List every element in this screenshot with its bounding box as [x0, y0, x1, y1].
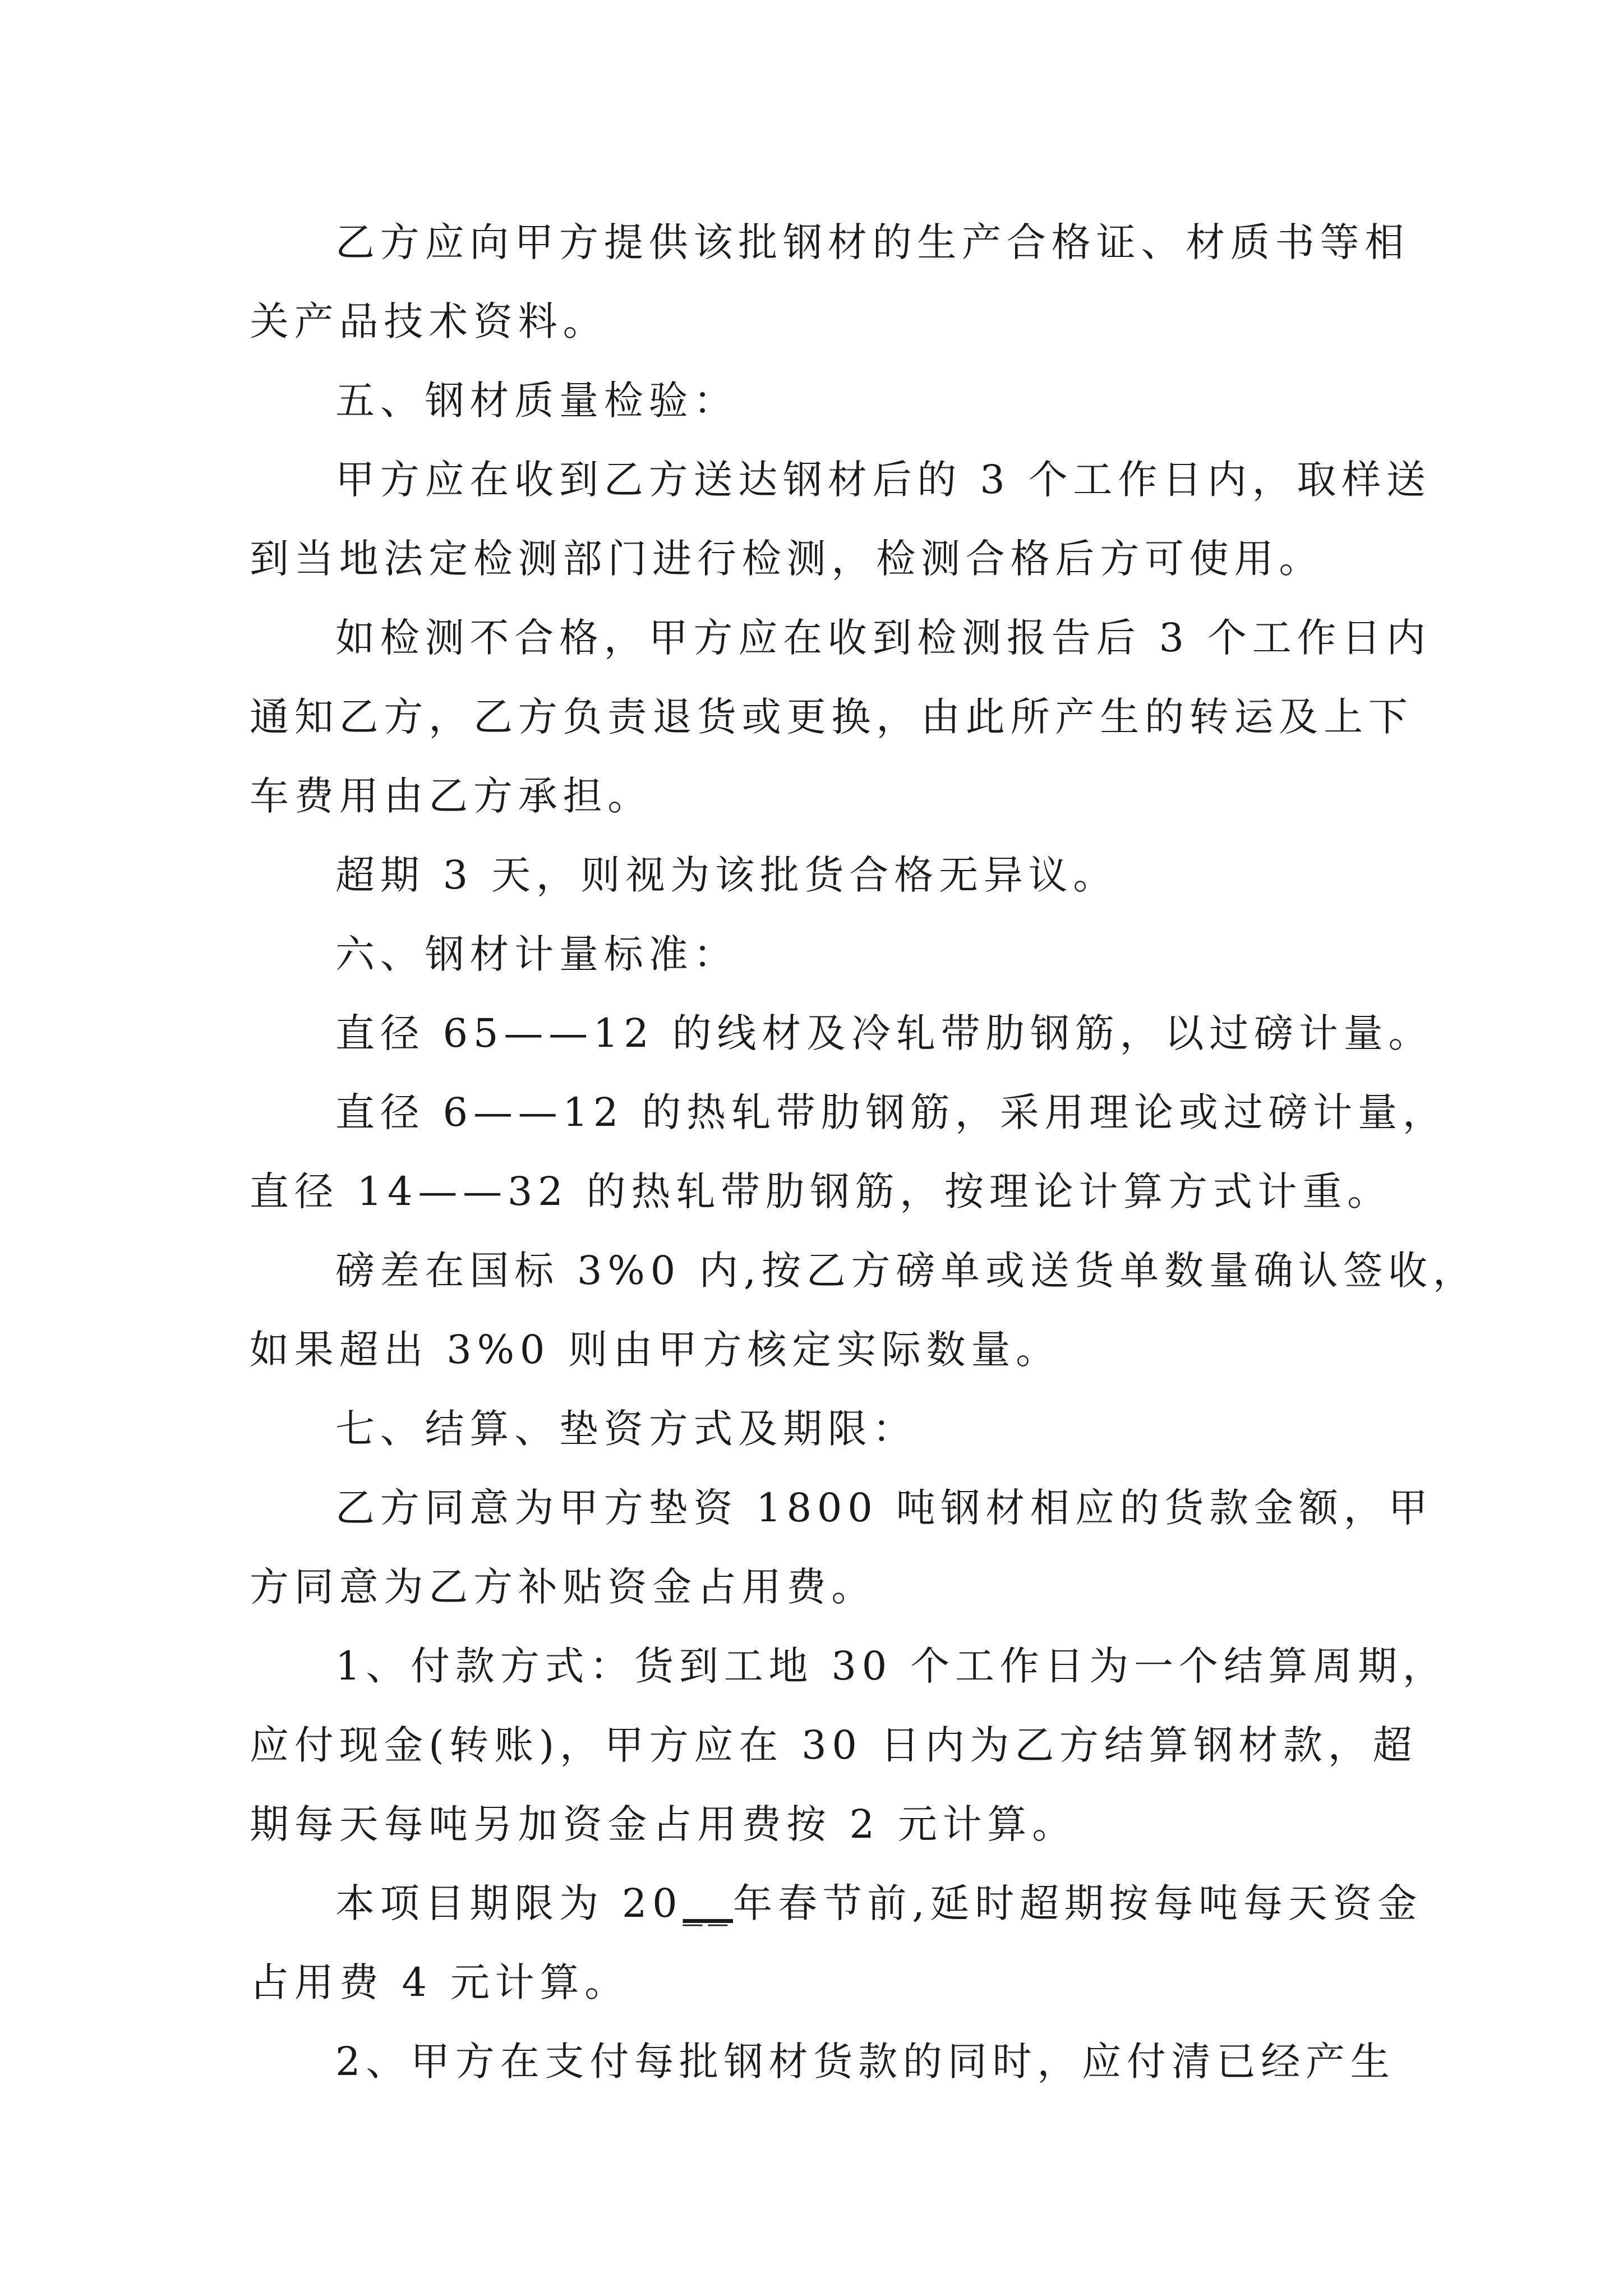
paragraph-line: 超期 3 天，则视为该批货合格无异议。: [335, 852, 1118, 898]
paragraph-line: 如果超出 3%0 则由甲方核定实际数量。: [250, 1327, 1061, 1373]
paragraph-line: 直径 6——12 的热轧带肋钢筋，采用理论或过磅计量，: [335, 1089, 1447, 1135]
paragraph-line: 如检测不合格，甲方应在收到检测报告后 3 个工作日内: [335, 615, 1431, 661]
paragraph-line: 到当地法定检测部门进行检测，检测合格后方可使用。: [250, 536, 1324, 582]
paragraph-line: 应付现金(转账)，甲方应在 30 日内为乙方结算钢材款，超: [250, 1722, 1418, 1768]
paragraph-line: 关产品技术资料。: [250, 298, 608, 344]
paragraph-line: 乙方应向甲方提供该批钢材的生产合格证、材质书等相: [335, 219, 1410, 265]
line-segment: 年春节前,延时超期按每吨每天资金: [733, 1880, 1423, 1926]
paragraph-line: [335, 1875, 1422, 1931]
paragraph-line: 直径 65——12 的线材及冷轧带肋钢筋，以过磅计量。: [335, 1010, 1433, 1056]
section-heading: 五、钢材质量检验：: [335, 378, 739, 424]
paragraph-line: 乙方同意为甲方垫资 1800 吨钢材相应的货款金额，甲: [335, 1485, 1433, 1531]
paragraph-line: 通知乙方，乙方负责退货或更换，由此所产生的转运及上下: [250, 694, 1413, 740]
section-heading: 六、钢材计量标准：: [335, 931, 739, 977]
paragraph-line: 占用费 4 元计算。: [250, 1959, 630, 2005]
paragraph-line: 磅差在国标 3%0 内,按乙方磅单或送货单数量确认签收，: [335, 1248, 1478, 1294]
section-heading: 七、结算、垫资方式及期限：: [335, 1406, 917, 1452]
line-segment: 本项目期限为 20: [335, 1880, 683, 1926]
paragraph-line: 方同意为乙方补贴资金占用费。: [250, 1564, 877, 1610]
paragraph-line: 期每天每吨另加资金占用费按 2 元计算。: [250, 1801, 1077, 1847]
paragraph-line: 2、甲方在支付每批钢材货款的同时，应付清已经产生: [335, 2039, 1395, 2085]
paragraph-line: 直径 14——32 的热轧带肋钢筋，按理论计算方式计重。: [250, 1168, 1393, 1214]
paragraph-line: 甲方应在收到乙方送达钢材后的 3 个工作日内，取样送: [335, 457, 1431, 503]
paragraph-line: 车费用由乙方承担。: [250, 773, 653, 819]
paragraph-line: 1、付款方式：货到工地 30 个工作日为一个结算周期，: [335, 1643, 1447, 1689]
year-blank: __: [683, 1880, 734, 1926]
